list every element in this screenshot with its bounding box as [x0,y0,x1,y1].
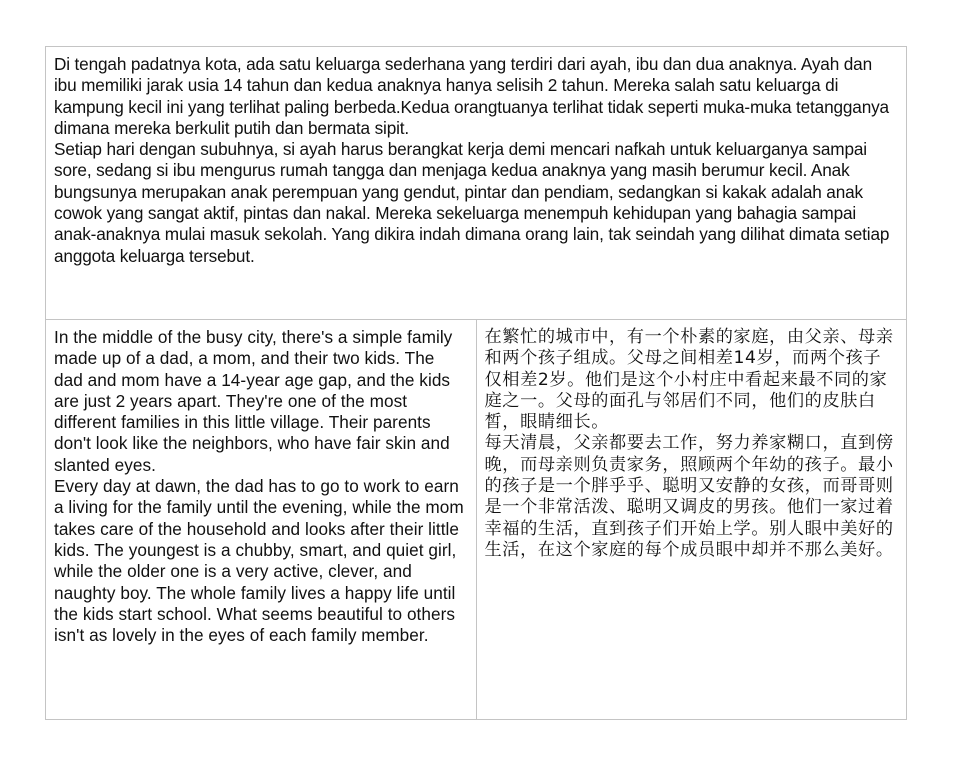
english-translation-cell [46,320,477,720]
translation-row [46,320,907,720]
chinese-paragraph-2: 每天清晨，父亲都要去工作，努力养家糊口，直到傍晚，而母亲则负责家务，照顾两个年幼的孩子。最小的孩子是一个胖乎乎、聪明又安静的女孩，而哥哥则是一个非常活泼、聪明又调皮的男孩。他们一家过着幸福的生活，直到孩子们开始上学。别人眼中美好的生活，在这个家庭的每个成员眼中却并不那么美好。 [484,433,894,560]
translation-table [45,46,907,720]
indonesian-paragraph-1: Di tengah padatnya kota, ada satu keluarga sederhana yang terdiri dari ayah, ibu dan dua anaknya. Ayah dan ibu memiliki jarak usia 14 tahun dan kedua anaknya hanya selisih 2 tahun. Mereka salah satu keluarga di kampung kecil ini yang terlihat paling berbeda.Kedua orangtuanya terlihat tidak seperti muka-muka tetangganya dimana mereka berkulit putih dan bermata sipit. [54,54,894,138]
english-paragraph-2: Every day at dawn, the dad has to go to work to earn a living for the family until the evening, while the mom takes care of the household and looks after their little kids. The youngest is a chubby, smart, and quiet girl, while the older one is a very active, clever, and naughty boy. The whole family lives a happy life until the kids start school. What seems beautiful to others isn't as lovely in the eyes of each family member. [54,476,469,646]
chinese-translation-cell [476,320,907,720]
indonesian-original-cell [46,47,907,320]
chinese-paragraph-1: 在繁忙的城市中，有一个朴素的家庭，由父亲、母亲和两个孩子组成。父母之间相差14岁，而两个孩子仅相差2岁。他们是这个小村庄中看起来最不同的家庭之一。父母的面孔与邻居们不同，他们的皮肤白皙，眼睛细长。 [484,327,894,433]
original-row [46,47,907,320]
english-paragraph-1: In the middle of the busy city, there's a simple family made up of a dad, a mom, and their two kids. The dad and mom have a 14-year age gap, and the kids are just 2 years apart. They're one of the most different families in this little village. Their parents don't look like the neighbors, who have fair skin and slanted eyes. [54,327,458,475]
indonesian-paragraph-2: Setiap hari dengan subuhnya, si ayah harus berangkat kerja demi mencari nafkah untuk keluarganya sampai sore, sedang si ibu mengurus rumah tangga dan menjaga kedua anaknya yang masih berumur kecil. Anak bungsunya merupakan anak perempuan yang gendut, pintar dan pendiam, sedangkan si kakak adalah anak cowok yang sangat aktif, pintas dan nakal. Mereka sekeluarga menempuh kehidupan yang bahagia sampai anak-anaknya mulai masuk sekolah. Yang dikira indah dimana orang lain, tak seindah yang dilihat dimata setiap anggota keluarga tersebut. [54,139,894,266]
